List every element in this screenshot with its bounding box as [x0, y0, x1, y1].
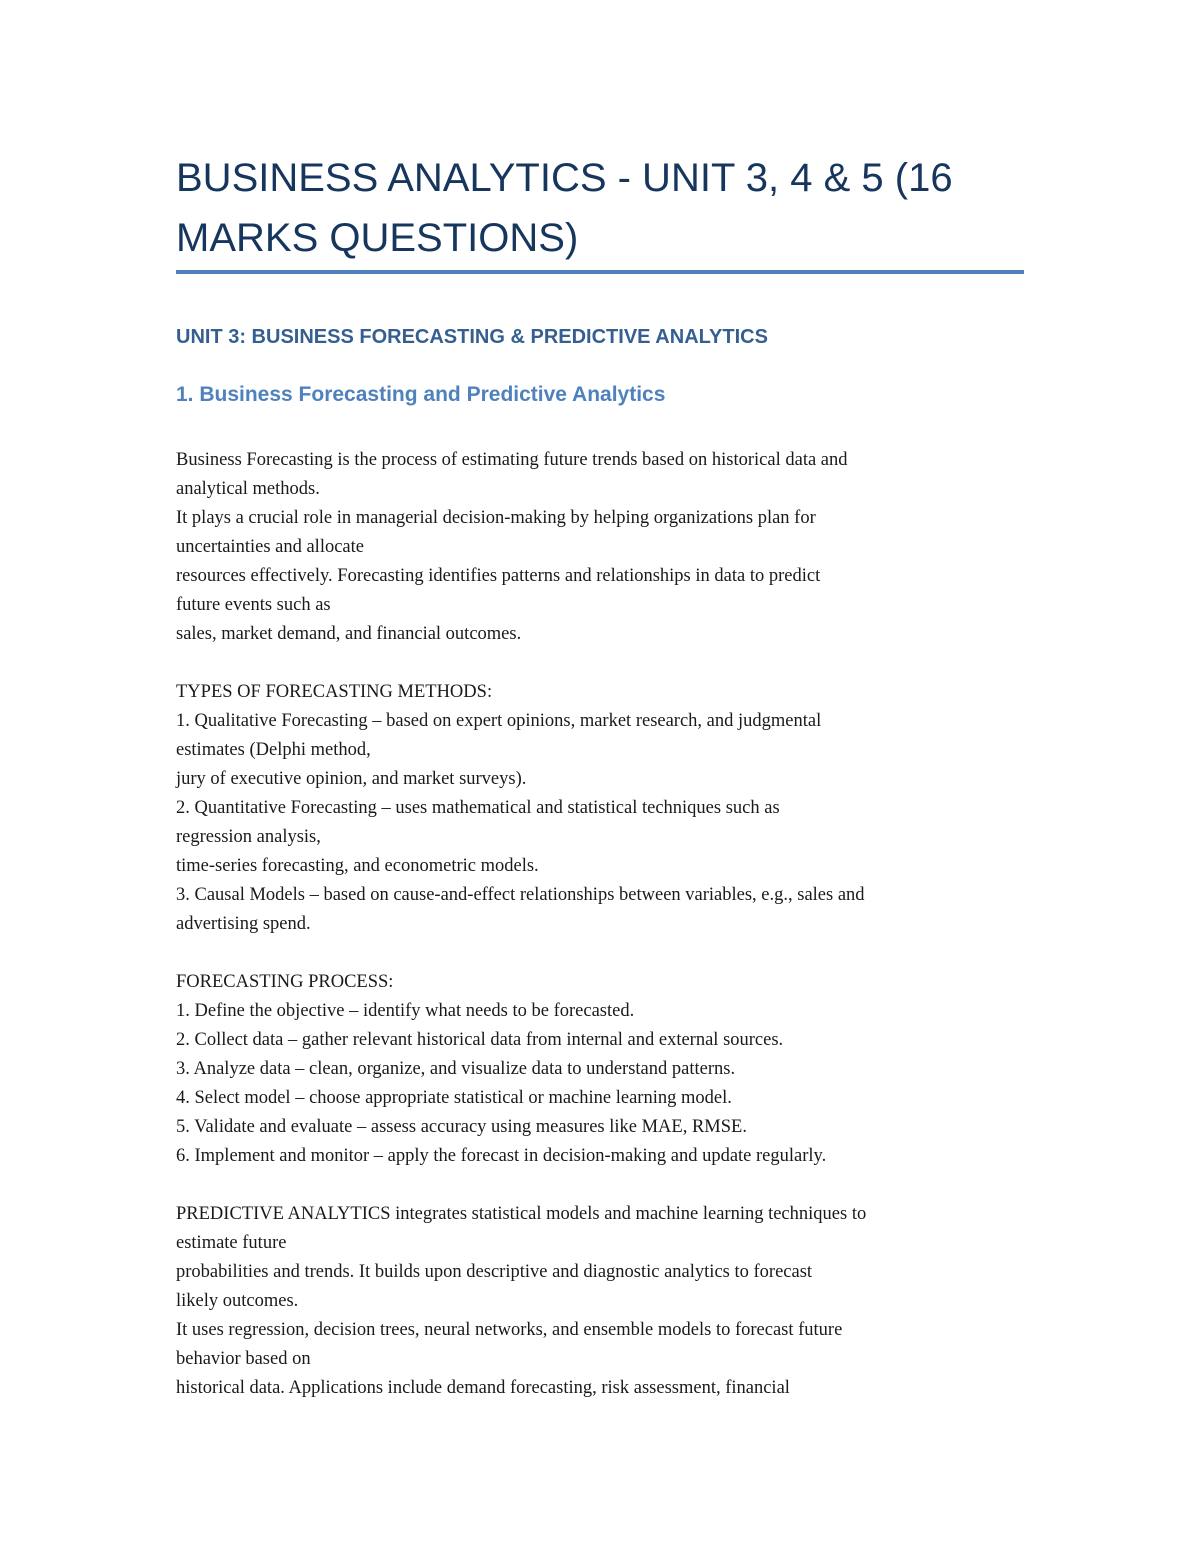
paragraph-gap — [176, 1171, 1036, 1200]
title-underline-rule — [176, 270, 1024, 274]
predictive-line: It uses regression, decision trees, neural networks, and ensemble models to forecast future — [176, 1320, 843, 1340]
process-step: 6. Implement and monitor – apply the forecast in decision-making and update regularly. — [176, 1146, 827, 1166]
predictive-line: likely outcomes. — [176, 1291, 299, 1311]
predictive-analytics-section — [176, 1200, 1036, 1403]
predictive-line: probabilities and trends. It builds upon descriptive and diagnostic analytics to forecast — [176, 1262, 813, 1282]
paragraph-gap — [176, 939, 1036, 968]
types-line: 3. Causal Models – based on cause-and-effect relationships between variables, e.g., sales and — [176, 885, 865, 905]
types-line: jury of executive opinion, and market surveys). — [176, 769, 527, 789]
types-line: 2. Quantitative Forecasting – uses mathematical and statistical techniques such as — [176, 798, 780, 818]
process-step: 1. Define the objective – identify what needs to be forecasted. — [176, 1001, 635, 1021]
intro-line: uncertainties and allocate — [176, 537, 364, 557]
process-heading: FORECASTING PROCESS: — [176, 972, 394, 992]
types-line: advertising spend. — [176, 914, 311, 934]
intro-line: Business Forecasting is the process of estimating future trends based on historical data and — [176, 450, 848, 470]
intro-line: It plays a crucial role in managerial decision-making by helping organizations plan for — [176, 508, 816, 528]
types-line: estimates (Delphi method, — [176, 740, 371, 760]
section-heading: 1. Business Forecasting and Predictive Analytics — [176, 383, 666, 406]
intro-line: analytical methods. — [176, 479, 320, 499]
title-line-2: MARKS QUESTIONS) — [176, 216, 579, 260]
document-title — [176, 148, 1056, 268]
process-step: 5. Validate and evaluate – assess accuracy using measures like MAE, RMSE. — [176, 1117, 747, 1137]
intro-paragraph — [176, 446, 1036, 649]
intro-line: sales, market demand, and financial outcomes. — [176, 624, 522, 644]
intro-line: future events such as — [176, 595, 331, 615]
process-step: 3. Analyze data – clean, organize, and visualize data to understand patterns. — [176, 1059, 736, 1079]
predictive-line: estimate future — [176, 1233, 287, 1253]
unit-heading: UNIT 3: BUSINESS FORECASTING & PREDICTIVE ANALYTICS — [176, 326, 768, 348]
types-heading: TYPES OF FORECASTING METHODS: — [176, 682, 493, 702]
types-line: 1. Qualitative Forecasting – based on expert opinions, market research, and judgmental — [176, 711, 822, 731]
process-step: 4. Select model – choose appropriate statistical or machine learning model. — [176, 1088, 732, 1108]
predictive-line: historical data. Applications include demand forecasting, risk assessment, financial — [176, 1378, 790, 1398]
title-line-1: BUSINESS ANALYTICS - UNIT 3, 4 & 5 (16 — [176, 156, 953, 200]
intro-line: resources effectively. Forecasting identifies patterns and relationships in data to predict — [176, 566, 821, 586]
types-line: time-series forecasting, and econometric models. — [176, 856, 539, 876]
document-body — [176, 446, 1036, 1403]
predictive-line: PREDICTIVE ANALYTICS integrates statistical models and machine learning techniques to — [176, 1204, 867, 1224]
predictive-line: behavior based on — [176, 1349, 311, 1369]
process-step: 2. Collect data – gather relevant historical data from internal and external sources. — [176, 1030, 784, 1050]
forecasting-types-section — [176, 678, 1036, 939]
types-line: regression analysis, — [176, 827, 321, 847]
paragraph-gap — [176, 649, 1036, 678]
forecasting-process-section — [176, 968, 1036, 1171]
